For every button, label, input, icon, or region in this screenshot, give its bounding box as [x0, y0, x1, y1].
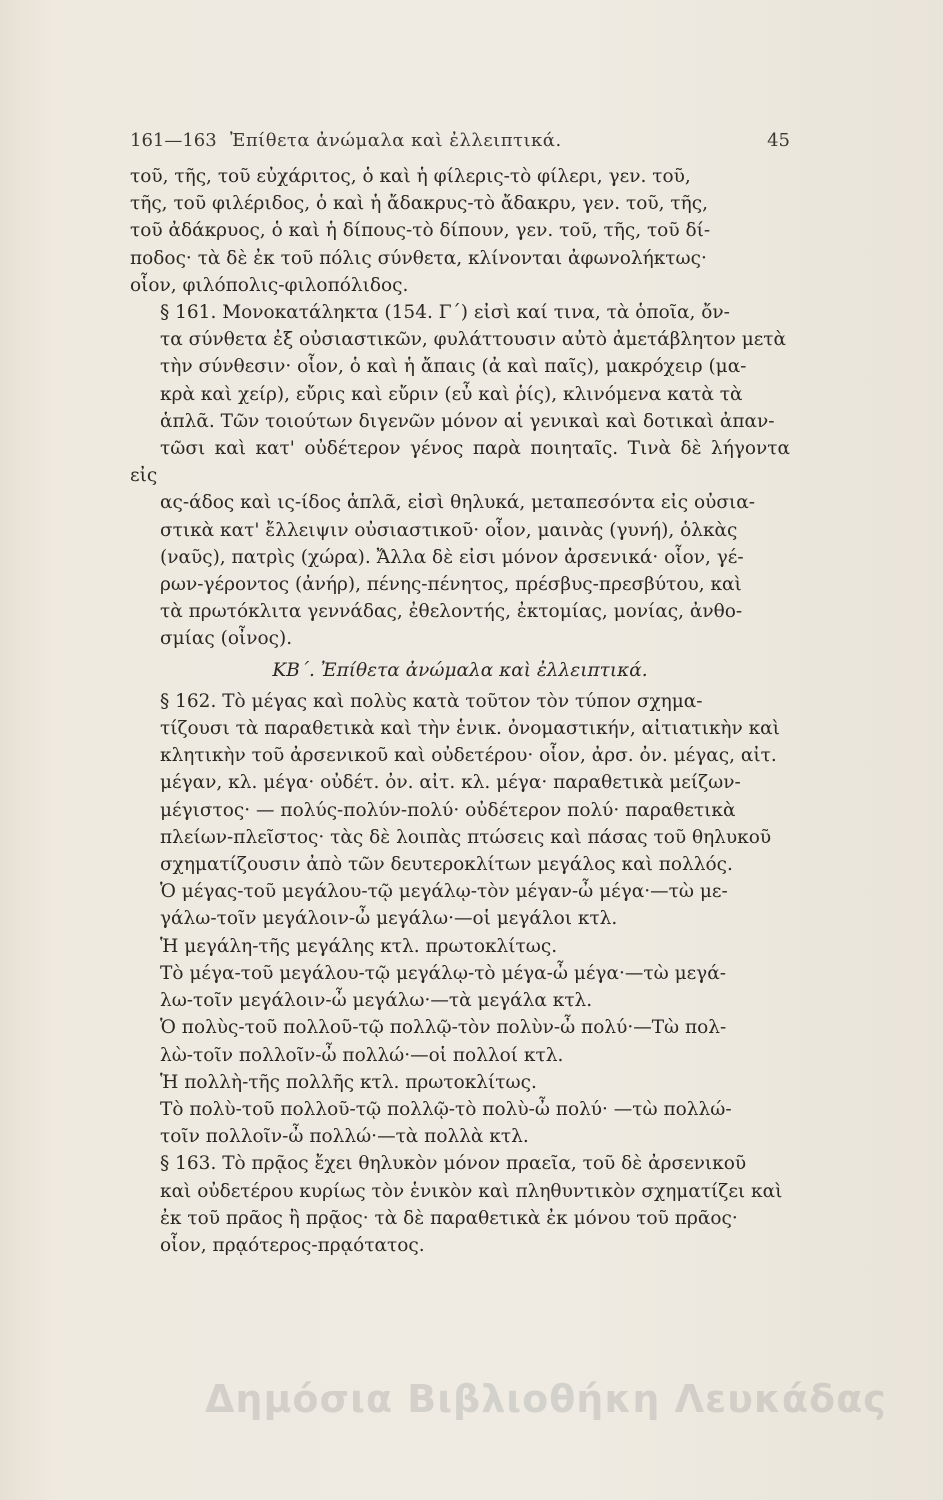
- paragraph: [130, 933, 790, 960]
- text-line: λὼ-τοῖν πολλοῖν-ὦ πολλώ·—οἱ πολλοί κτλ.: [160, 1044, 564, 1066]
- text-line: γάλω-τοῖν μεγάλοιν-ὦ μεγάλω·—οἱ μεγάλοι κτλ.: [160, 908, 618, 930]
- text-line: μέγιστος· — πολύς-πολύν-πολύ· οὐδέτερον πολύ· παραθετικὰ: [160, 799, 736, 821]
- text-line: ἐκ τοῦ πρᾶος ἢ πρᾷος· τὰ δὲ παραθετικὰ ἐκ μόνου τοῦ πρᾶος·: [160, 1207, 738, 1229]
- text-line: ρων-γέροντος (ἀνήρ), πένης-πένητος, πρέσβυς-πρεσβύτου, καὶ: [160, 574, 742, 596]
- text-line: ας-άδος καὶ ις-ίδος ἁπλᾶ, εἰσὶ θηλυκά, μεταπεσόντα εἰς οὐσια-: [160, 492, 755, 514]
- text-line: τοῦ ἀδάκρυος, ὁ καὶ ἡ δίπους-τὸ δίπουν, γεν. τοῦ, τῆς, τοῦ δί-: [130, 220, 711, 242]
- text-line: τα σύνθετα ἐξ οὐσιαστικῶν, φυλάττουσιν αὐτὸ ἀμετάβλητον μετὰ: [160, 329, 787, 351]
- paragraph: [130, 960, 790, 1014]
- paragraph: [130, 1014, 790, 1068]
- text-line: § 163. Τὸ πρᾷος ἔχει θηλυκὸν μόνον πραεῖα, τοῦ δὲ ἀρσενικοῦ: [160, 1153, 747, 1175]
- text-line: ἁπλᾶ. Τῶν τοιούτων διγενῶν μόνον αἱ γενικαὶ καὶ δοτικαὶ ἀπαν-: [160, 410, 775, 432]
- page-body: [130, 163, 790, 1259]
- section-range: 161—163: [130, 130, 217, 151]
- text-line: Τὸ μέγα-τοῦ μεγάλου-τῷ μεγάλῳ-τὸ μέγα-ὦ μέγα·—τὼ μεγά-: [160, 962, 726, 984]
- text-line: § 162. Τὸ μέγας καὶ πολὺς κατὰ τοῦτον τὸν τύπον σχημα-: [160, 690, 703, 712]
- text-line: μέγαν, κλ. μέγα· οὐδέτ. ὀν. αἰτ. κλ. μέγα· παραθετικὰ μείζων-: [160, 772, 741, 794]
- running-header: [130, 130, 790, 160]
- text-line: στικὰ κατ' ἔλλειψιν οὐσιαστικοῦ· οἷον, μαινὰς (γυνή), ὁλκὰς: [160, 519, 738, 541]
- text-line: λω-τοῖν μεγάλοιν-ὦ μεγάλω·—τὰ μεγάλα κτλ.: [160, 990, 593, 1012]
- paragraph: [130, 1150, 790, 1259]
- text-line: πλείων-πλεῖστος· τὰς δὲ λοιπὰς πτώσεις καὶ πάσας τοῦ θηλυκοῦ: [160, 826, 772, 848]
- paragraph: [130, 299, 790, 653]
- text-line: τῶσι καὶ κατ' οὐδέτερον γένος παρὰ ποιηταῖς. Τινὰ δὲ λήγοντα εἰς: [130, 438, 790, 487]
- paragraph: [130, 688, 790, 878]
- text-line: τοῖν πολλοῖν-ὦ πολλώ·—τὰ πολλὰ κτλ.: [160, 1126, 529, 1148]
- paragraph: [130, 1069, 790, 1096]
- running-title: Ἐπίθετα ἀνώμαλα καὶ ἐλλειπτικά.: [230, 130, 562, 151]
- text-line: οἷον, φιλόπολις-φιλοπόλιδος.: [130, 274, 409, 296]
- text-line: κρὰ καὶ χείρ), εὔρις καὶ εὔριν (εὖ καὶ ῥίς), κλινόμενα κατὰ τὰ: [160, 383, 743, 405]
- text-line: τίζουσι τὰ παραθετικὰ καὶ τὴν ἑνικ. ὀνομαστικήν, αἰτιατικὴν καὶ: [160, 718, 780, 740]
- text-line: § 161. Μονοκατάληκτα (154. Γ΄) εἰσὶ καί τινα, τὰ ὁποῖα, ὄν-: [160, 302, 730, 324]
- text-line: Ἡ πολλὴ-τῆς πολλῆς κτλ. πρωτοκλίτως.: [160, 1071, 537, 1093]
- text-line: τὰ πρωτόκλιτα γεννάδας, ἐθελοντής, ἐκτομίας, μονίας, ἀνθο-: [160, 601, 743, 623]
- text-line: Ὁ μέγας-τοῦ μεγάλου-τῷ μεγάλῳ-τὸν μέγαν-ὦ μέγα·—τὼ με-: [160, 881, 728, 903]
- section-heading: ΚΒ΄. Ἐπίθετα ἀνώμαλα καὶ ἐλλειπτικά.: [272, 659, 648, 681]
- text-line: οἷον, πρᾳότερος-πρᾳότατος.: [160, 1234, 425, 1256]
- text-line: Ἡ μεγάλη-τῆς μεγάλης κτλ. πρωτοκλίτως.: [160, 935, 558, 957]
- paragraph: [130, 878, 790, 932]
- text-line: σχηματίζουσιν ἀπὸ τῶν δευτεροκλίτων μεγάλος καὶ πολλός.: [160, 854, 733, 876]
- text-line: τὴν σύνθεσιν· οἷον, ὁ καὶ ἡ ἄπαις (ἀ καὶ παῖς), μακρόχειρ (μα-: [160, 356, 747, 378]
- text-line: σμίας (οἶνος).: [160, 628, 293, 650]
- page-number: 45: [767, 130, 790, 151]
- library-watermark: Δημόσια Βιβλιοθήκη Λευκάδας: [205, 1377, 887, 1421]
- text-line: τοῦ, τῆς, τοῦ εὐχάριτος, ὁ καὶ ἡ φίλερις-τὸ φίλερι, γεν. τοῦ,: [130, 166, 691, 187]
- text-line: κλητικὴν τοῦ ἀρσενικοῦ καὶ οὐδετέρου· οἷον, ἀρσ. ὀν. μέγας, αἰτ.: [160, 745, 777, 767]
- text-line: ποδος· τὰ δὲ ἐκ τοῦ πόλις σύνθετα, κλίνονται ἀφωνολήκτως·: [130, 247, 707, 269]
- text-line: (ναῦς), πατρὶς (χώρα). Ἄλλα δὲ εἰσι μόνον ἀρσενικά· οἷον, γέ-: [160, 546, 744, 568]
- text-line: Ὁ πολὺς-τοῦ πολλοῦ-τῷ πολλῷ-τὸν πολὺν-ὦ πολύ·—Τὼ πολ-: [160, 1017, 727, 1039]
- text-line: τῆς, τοῦ φιλέριδος, ὁ καὶ ἡ ἄδακρυς-τὸ ἄδακρυ, γεν. τοῦ, τῆς,: [130, 193, 708, 215]
- paragraph: [130, 163, 790, 299]
- text-line: Τὸ πολὺ-τοῦ πολλοῦ-τῷ πολλῷ-τὸ πολὺ-ὦ πολύ· —τὼ πολλώ-: [160, 1098, 732, 1120]
- text-line: καὶ οὐδετέρου κυρίως τὸν ἑνικὸν καὶ πληθυντικὸν σχηματίζει καὶ: [160, 1180, 783, 1202]
- paragraph: [130, 1096, 790, 1150]
